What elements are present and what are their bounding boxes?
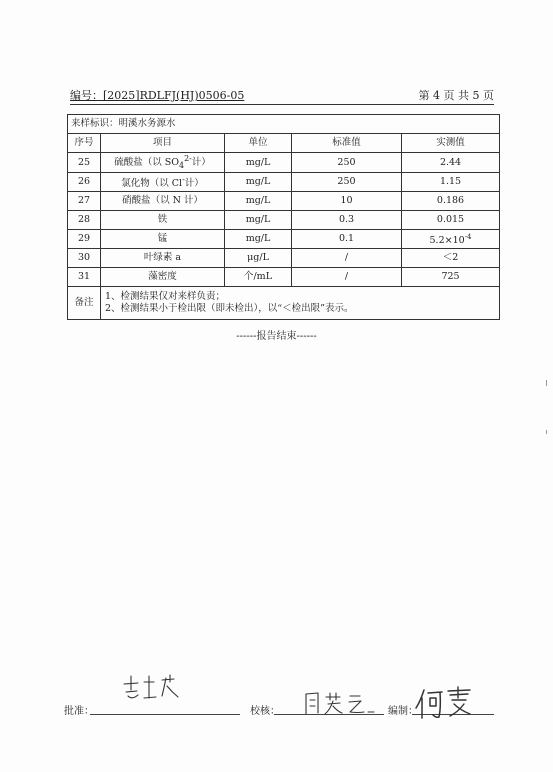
column-header: 序号 <box>68 134 101 153</box>
table-row <box>68 153 500 173</box>
row-number: 26 <box>68 173 101 192</box>
standard-value: 0.1 <box>292 230 402 249</box>
unit: μg/L <box>225 249 292 268</box>
measured-value: $5.2\times 10^{-4}$ <box>402 230 500 249</box>
scan-mark <box>546 430 547 434</box>
standard-value: 250 <box>292 153 402 173</box>
column-header: 项目 <box>101 134 225 153</box>
measured-value: 725 <box>402 268 500 287</box>
row-number: 28 <box>68 211 101 230</box>
table-row <box>68 173 500 192</box>
page-number: 第 4 页 共 5 页 <box>418 89 494 102</box>
item-name: 硫酸盐（以 $SO_4^{2-}$计） <box>101 153 225 173</box>
measured-value: 0.186 <box>402 192 500 211</box>
item-name: 氯化物（以 Cl-计） <box>101 173 225 192</box>
row-number: 25 <box>68 153 101 173</box>
note-line: 2、检测结果小于检出限（即未检出），以“＜检出限”表示。 <box>105 303 354 315</box>
table-header-row <box>68 134 500 153</box>
column-header: 单位 <box>225 134 292 153</box>
table-row <box>68 249 500 268</box>
table-row <box>68 211 500 230</box>
unit: mg/L <box>225 211 292 230</box>
unit: 个/mL <box>225 268 292 287</box>
row-number: 29 <box>68 230 101 249</box>
table-row <box>68 268 500 287</box>
unit: mg/L <box>225 173 292 192</box>
column-header: 标准值 <box>292 134 402 153</box>
table-row <box>68 192 500 211</box>
notes-label: 备注 <box>68 287 101 320</box>
compile-label: 编制： <box>388 706 418 717</box>
item-name: 锰 <box>101 230 225 249</box>
measured-value: ＜2 <box>402 249 500 268</box>
report-end-marker: ------报告结束------ <box>236 331 317 342</box>
standard-value: 10 <box>292 192 402 211</box>
results-table <box>67 114 500 320</box>
measured-value: 0.015 <box>402 211 500 230</box>
row-number: 31 <box>68 268 101 287</box>
row-number: 30 <box>68 249 101 268</box>
table-row <box>68 230 500 249</box>
notes-body <box>101 287 500 320</box>
approve-line <box>90 714 240 715</box>
row-number: 27 <box>68 192 101 211</box>
scan-mark <box>546 380 547 386</box>
sample-label: 来样标识：明溪水务源水 <box>68 115 500 134</box>
unit: mg/L <box>225 230 292 249</box>
page-header <box>70 88 494 105</box>
item-name: 藻密度 <box>101 268 225 287</box>
standard-value: 0.3 <box>292 211 402 230</box>
check-signature <box>302 688 382 718</box>
standard-value: / <box>292 268 402 287</box>
unit: mg/L <box>225 192 292 211</box>
unit: mg/L <box>225 153 292 173</box>
notes-row <box>68 287 500 320</box>
sample-row <box>68 115 500 134</box>
item-name: 硝酸盐（以 N 计） <box>101 192 225 211</box>
compile-signature <box>414 684 478 720</box>
column-header: 实测值 <box>402 134 500 153</box>
measured-value: 1.15 <box>402 173 500 192</box>
item-name: 叶绿素 a <box>101 249 225 268</box>
approve-label: 批准： <box>64 706 94 717</box>
item-name: 铁 <box>101 211 225 230</box>
note-line: 1、检测结果仅对来样负责； <box>105 291 226 303</box>
standard-value: 250 <box>292 173 402 192</box>
measured-value: 2.44 <box>402 153 500 173</box>
standard-value: / <box>292 249 402 268</box>
check-label: 校核： <box>250 706 280 717</box>
report-code: 编号：[2025]RDLFJ(HJ)0506-05 <box>70 89 245 102</box>
